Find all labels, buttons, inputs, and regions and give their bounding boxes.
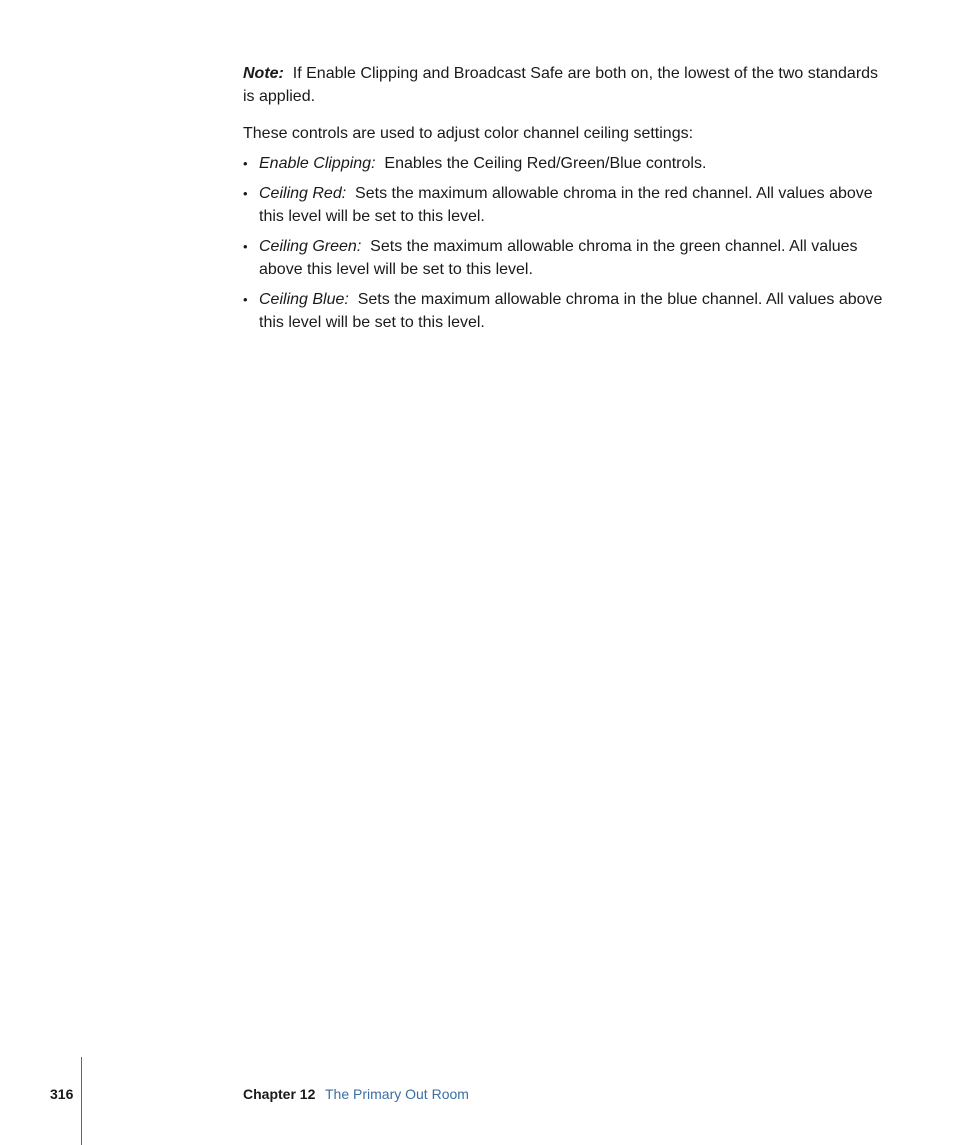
settings-list bbox=[243, 152, 883, 334]
term-enable-clipping: Enable Clipping: bbox=[259, 155, 376, 172]
bullet-icon: • bbox=[243, 239, 248, 254]
list-item bbox=[243, 152, 883, 175]
description-ceiling-blue: Sets the maximum allowable chroma in the blue channel. All values above this level will be set to this level. bbox=[259, 291, 883, 331]
intro-paragraph: These controls are used to adjust color channel ceiling settings: bbox=[243, 125, 694, 142]
note-label: Note: bbox=[243, 65, 284, 82]
bullet-icon: • bbox=[243, 292, 248, 307]
note-paragraph bbox=[243, 62, 883, 108]
term-ceiling-red: Ceiling Red: bbox=[259, 185, 347, 202]
page-number: 316 bbox=[50, 1086, 74, 1102]
bullet-icon: • bbox=[243, 186, 248, 201]
list-item bbox=[243, 182, 883, 228]
list-item bbox=[243, 235, 883, 281]
body-content bbox=[243, 62, 883, 341]
term-ceiling-blue: Ceiling Blue: bbox=[259, 291, 349, 308]
footer-chapter-label: Chapter 12 bbox=[243, 1086, 316, 1102]
footer-chapter-title: The Primary Out Room bbox=[325, 1086, 469, 1102]
list-item bbox=[243, 288, 883, 334]
description-enable-clipping: Enables the Ceiling Red/Green/Blue controls. bbox=[384, 155, 707, 172]
term-ceiling-green: Ceiling Green: bbox=[259, 238, 362, 255]
note-text: If Enable Clipping and Broadcast Safe are both on, the lowest of the two standards is applied. bbox=[243, 65, 879, 105]
description-ceiling-green: Sets the maximum allowable chroma in the green channel. All values above this level will be set to this level. bbox=[259, 238, 858, 278]
description-ceiling-red: Sets the maximum allowable chroma in the red channel. All values above this level will be set to this level. bbox=[259, 185, 873, 225]
footer-divider bbox=[81, 1057, 82, 1145]
bullet-icon: • bbox=[243, 156, 248, 171]
